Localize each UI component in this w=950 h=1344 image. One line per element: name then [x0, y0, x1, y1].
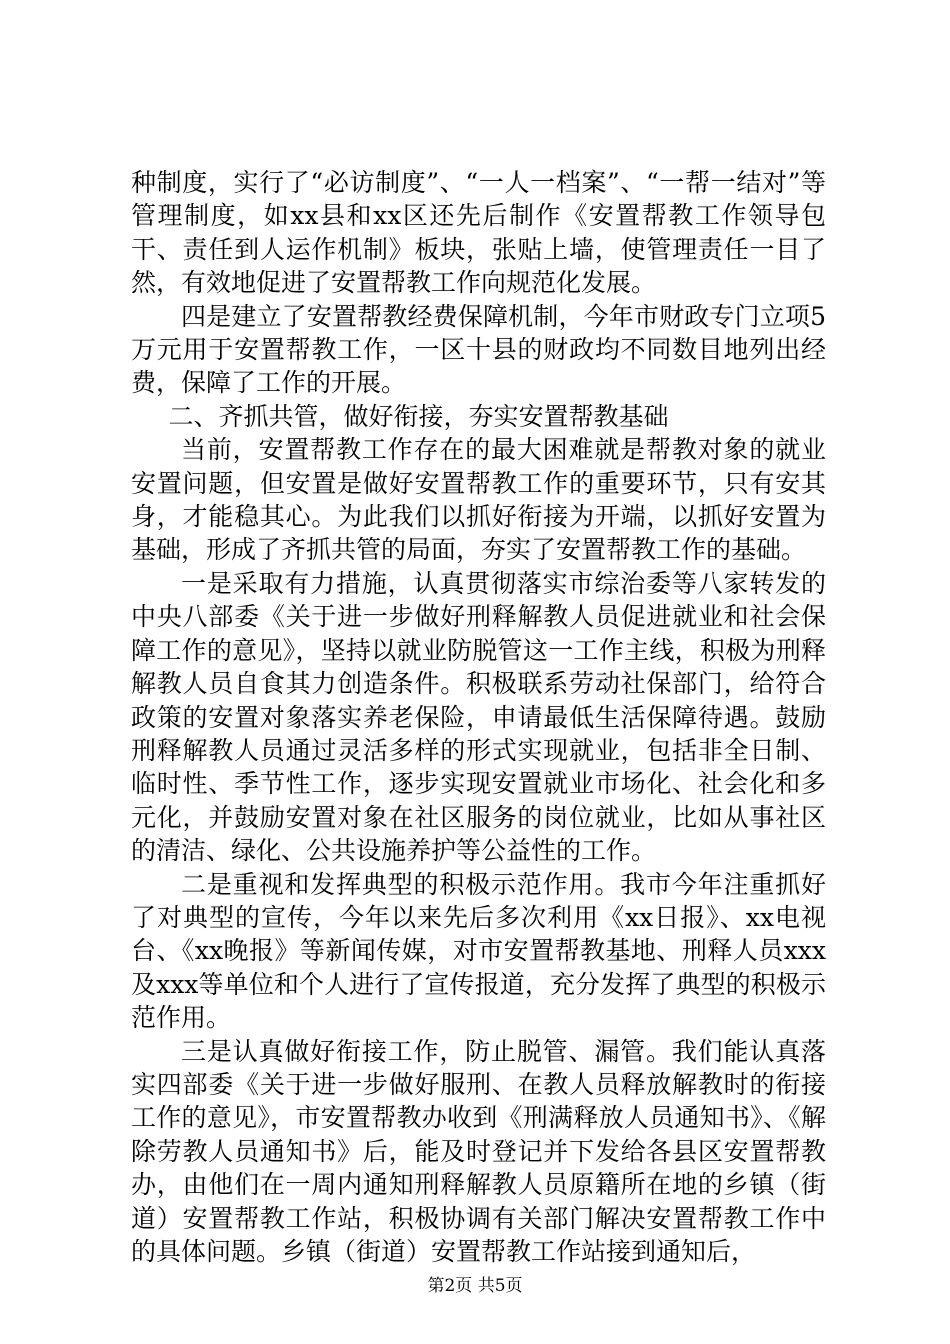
paragraph-current-situation: 当前，安置帮教工作存在的最大困难就是帮教对象的就业安置问题，但安置是做好安置帮教工作的重要环节，只有安其身，才能稳其心。为此我们以抓好衔接为开端，以抓好安置为基础，形成了齐抓共管的局面，夯实了安置帮教工作的基础。 [131, 435, 826, 565]
paragraph-handover: 三是认真做好衔接工作，防止脱管、漏管。我们能认真落实四部委《关于进一步做好服刑、在教人员释放解教时的衔接工作的意见》，市安置帮教办收到《刑满释放人员通知书》、《解除劳教人员通知书》后，能及时登记并下发给各县区安置帮教办，由他们在一周内通知刑释解教人员原籍所在地的乡镇（街道）安置帮教工作站，积极协调有关部门解决安置帮教工作中的具体问题。乡镇（街道）安置帮教工作站接到通知后， [131, 1036, 826, 1266]
section-heading: 二、齐抓共管，做好衔接，夯实安置帮教基础 [168, 401, 669, 431]
paragraph-continued: 种制度，实行了“必访制度”、“一人一档案”、“一帮一结对”等管理制度，如xx县和xx区还先后制作《安置帮教工作领导包干、责任到人运作机制》板块，张贴上墙，使管理责任一目了然，有效地促进了安置帮教工作向规范化发展。 [131, 168, 826, 298]
paragraph-measures: 一是采取有力措施，认真贯彻落实市综治委等八家转发的中央八部委《关于进一步做好刑释解教人员促进就业和社会保障工作的意见》，坚持以就业防脱管这一工作主线，积极为刑释解教人员自食其力创造条件。积极联系劳动社保部门，给符合政策的安置对象落实养老保险，申请最低生活保障待遇。鼓励刑释解教人员通过灵活多样的形式实现就业，包括非全日制、临时性、季节性工作，逐步实现安置就业市场化、社会化和多元化，并鼓励安置对象在社区服务的岗位就业，比如从事社区的清洁、绿化、公共设施养护等公益性的工作。 [131, 568, 826, 866]
page-footer: 第2页 共5页 [427, 1276, 523, 1296]
document-body [131, 166, 826, 1268]
paragraph-typical-examples: 二是重视和发挥典型的积极示范作用。我市今年注重抓好了对典型的宣传，今年以来先后多次利用《xx日报》、xx电视台、《xx晚报》等新闻传媒，对市安置帮教基地、刑释人员xxx及xxx等单位和个人进行了宣传报道，充分发挥了典型的积极示范作用。 [131, 869, 826, 1033]
paragraph-funding: 四是建立了安置帮教经费保障机制，今年市财政专门立项5万元用于安置帮教工作，一区十县的财政均不同数目地列出经费，保障了工作的开展。 [131, 301, 826, 398]
